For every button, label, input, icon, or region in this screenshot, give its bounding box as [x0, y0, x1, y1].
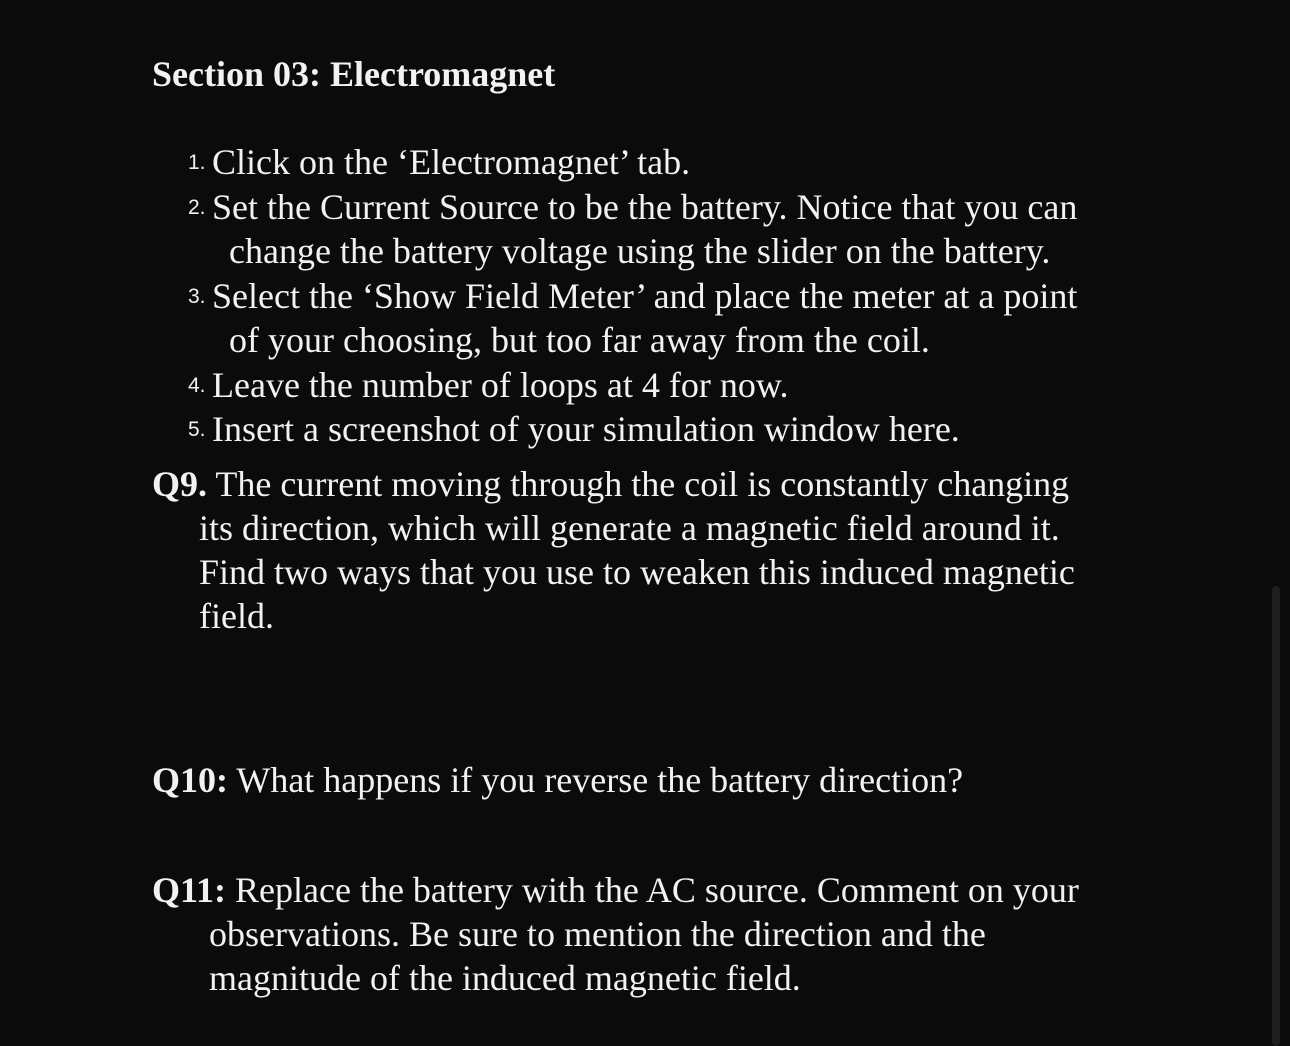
list-item-text: Insert a screenshot of your simulation window here. [212, 409, 960, 449]
list-item-number: 5. [188, 418, 206, 441]
instruction-list [188, 140, 1148, 452]
list-item-text-continued: of your choosing, but too far away from the coil. [229, 320, 930, 360]
list-item [188, 140, 1148, 185]
list-item [188, 407, 1148, 452]
question-first-line [152, 462, 1075, 506]
question-q9 [152, 462, 1075, 638]
question-label: Q9. [152, 464, 208, 504]
scrollbar[interactable] [1272, 586, 1280, 1046]
question-label: Q10: [152, 760, 228, 800]
question-q11 [152, 868, 1079, 1000]
list-item-text: Leave the number of loops at 4 for now. [212, 364, 789, 405]
list-item-number: 1. [188, 151, 206, 174]
section-title: Section 03: Electromagnet [152, 54, 556, 94]
list-item [188, 185, 1148, 274]
question-first-line [152, 868, 1079, 912]
question-text: magnitude of the induced magnetic field. [209, 958, 801, 998]
question-text: Find two ways that you use to weaken this induced magnetic [199, 552, 1075, 592]
list-item-text-continued: change the battery voltage using the slider on the battery. [229, 231, 1051, 271]
question-text: its direction, which will generate a magnetic field around it. [199, 508, 1060, 548]
list-item-number: 4. [188, 373, 206, 397]
question-text: field. [199, 596, 274, 636]
list-item-text: Set the Current Source to be the battery. Notice that you can [212, 186, 1078, 227]
list-item [188, 274, 1148, 363]
question-first-line [152, 758, 963, 802]
list-item-text: Select the ‘Show Field Meter’ and place the meter at a point [212, 275, 1078, 316]
question-text: observations. Be sure to mention the direction and the [209, 914, 986, 954]
question-text: What happens if you reverse the battery direction? [228, 760, 964, 800]
question-text: Replace the battery with the AC source. Comment on your [226, 870, 1079, 910]
list-item [188, 363, 1148, 408]
list-item-number: 2. [188, 195, 206, 219]
question-label: Q11: [152, 870, 227, 910]
list-item-text: Click on the ‘Electromagnet’ tab. [212, 142, 691, 182]
list-item-number: 3. [188, 284, 206, 308]
question-text: The current moving through the coil is constantly changing [207, 464, 1070, 504]
question-q10 [152, 758, 963, 802]
